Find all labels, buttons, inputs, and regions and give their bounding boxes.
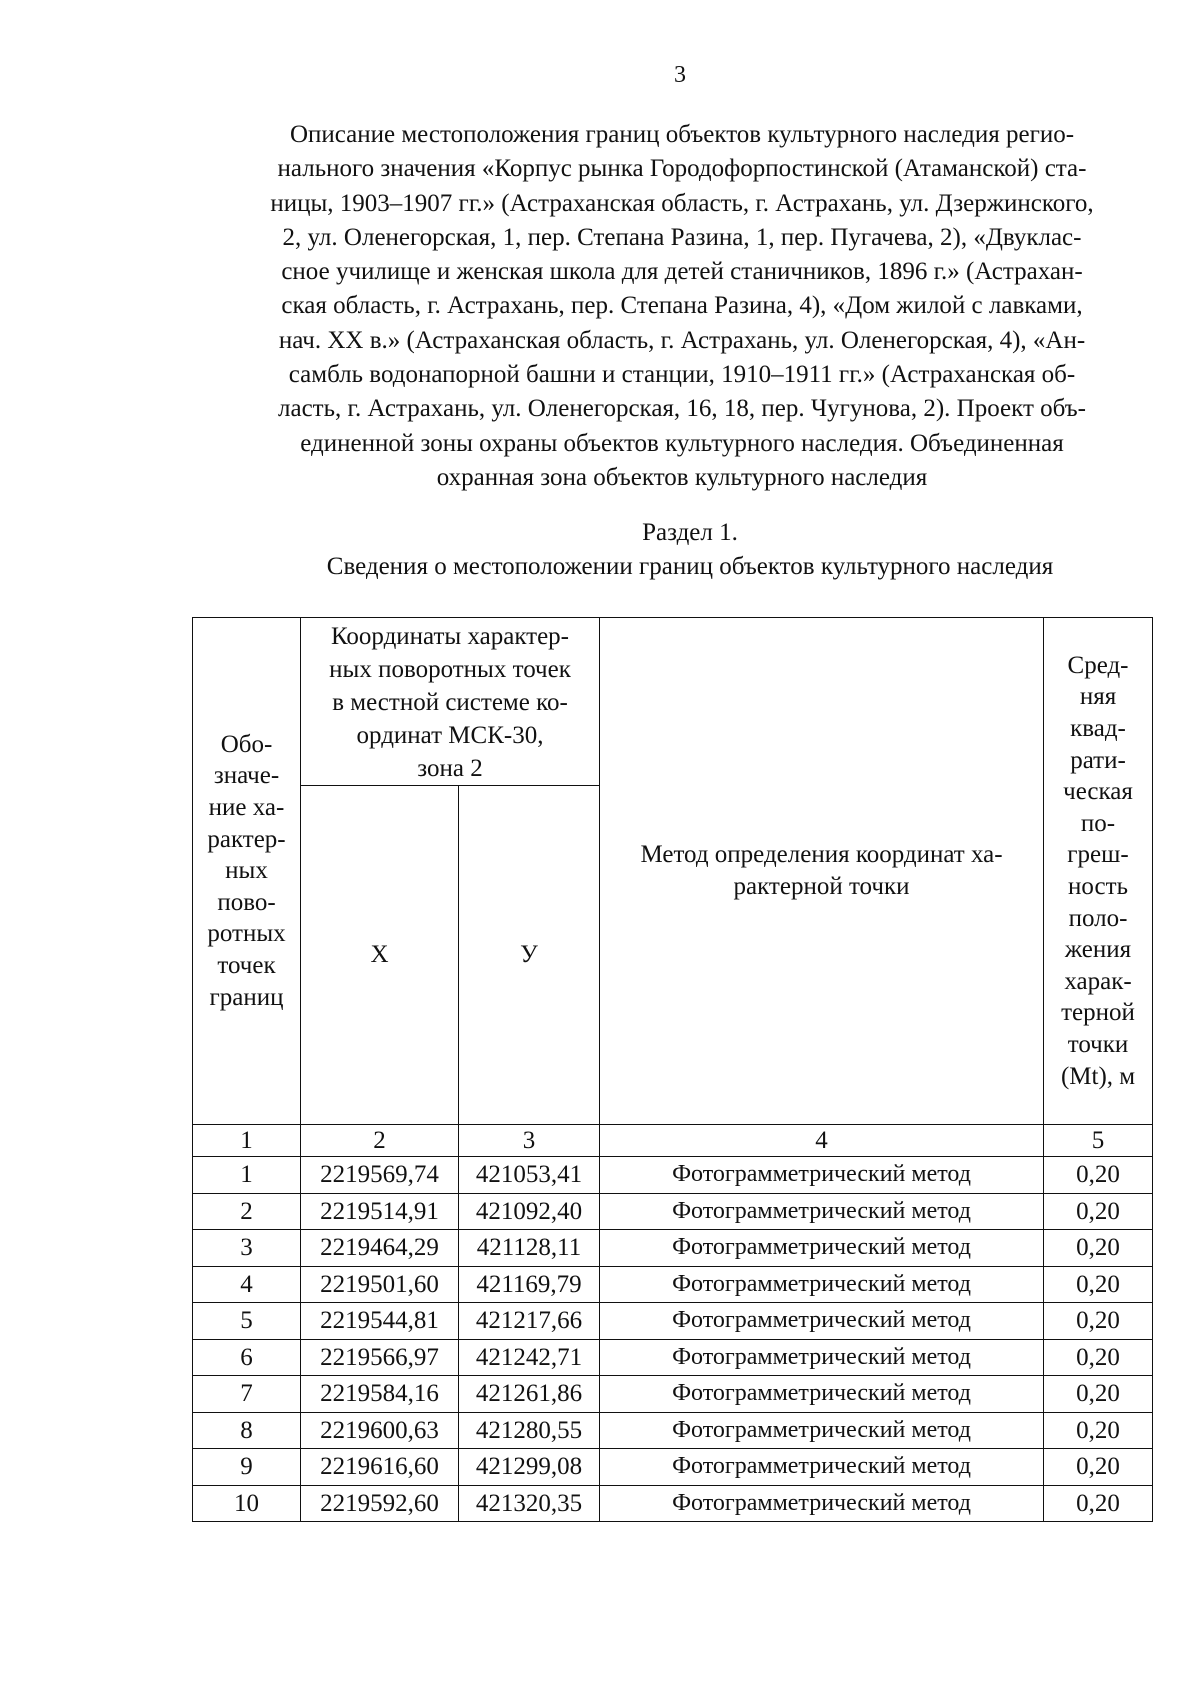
cell-point: 8 <box>193 1412 301 1449</box>
cell-x: 2219501,60 <box>301 1266 459 1303</box>
table-row <box>193 1157 1153 1194</box>
column-number: 5 <box>1044 1125 1153 1157</box>
cell-y: 421280,55 <box>459 1412 600 1449</box>
cell-y: 421169,79 <box>459 1266 600 1303</box>
cell-point: 3 <box>193 1230 301 1267</box>
cell-x: 2219566,97 <box>301 1339 459 1376</box>
cell-mt: 0,20 <box>1044 1157 1153 1194</box>
header-y: У <box>459 786 600 1125</box>
header-line: пово- <box>217 888 276 916</box>
column-number: 1 <box>193 1125 301 1157</box>
header-line: ных поворотных точек <box>329 656 571 683</box>
header-line: няя <box>1079 683 1117 711</box>
cell-point: 9 <box>193 1449 301 1486</box>
title-line: Описание местоположения границ объектов культурного наследия регио- <box>289 121 1075 148</box>
title-line: охранная зона объектов культурного наследия <box>436 463 928 491</box>
cell-x: 2219464,29 <box>301 1230 459 1267</box>
header-line: значе- <box>213 762 280 790</box>
header-line: по- <box>1080 809 1116 837</box>
cell-x: 2219616,60 <box>301 1449 459 1486</box>
header-coordinates <box>301 618 600 786</box>
header-x: Х <box>301 786 459 1125</box>
cell-method: Фотограмметрический метод <box>600 1376 1044 1413</box>
cell-method: Фотограмметрический метод <box>600 1193 1044 1230</box>
cell-point: 6 <box>193 1339 301 1376</box>
header-line: Координаты характер- <box>330 623 570 650</box>
cell-method: Фотограмметрический метод <box>600 1449 1044 1486</box>
cell-mt: 0,20 <box>1044 1449 1153 1486</box>
header-line: точек <box>217 951 276 979</box>
header-line: Обо- <box>220 730 273 758</box>
cell-y: 421128,11 <box>459 1230 600 1267</box>
header-line: Метод определения координат ха- <box>640 841 1003 869</box>
title-line: ницы, 1903–1907 гг.» (Астраханская область, г. Астрахань, ул. Дзержинского, <box>270 189 1094 217</box>
title-line: нач. XX в.» (Астраханская область, г. Астрахань, ул. Оленегорская, 4), «Ан- <box>278 326 1086 354</box>
header-line: рактерной точки <box>733 873 910 900</box>
page-number: 3 <box>674 62 686 88</box>
cell-x: 2219569,74 <box>301 1157 459 1194</box>
section-label: Раздел 1. <box>642 519 738 546</box>
cell-point: 1 <box>193 1157 301 1194</box>
document-title <box>222 118 1142 495</box>
cell-method: Фотограмметрический метод <box>600 1412 1044 1449</box>
column-number: 3 <box>459 1125 600 1157</box>
title-line: сное училище и женская школа для детей станичников, 1896 г.» (Астрахан- <box>281 258 1083 286</box>
table-row <box>193 1303 1153 1340</box>
column-number: 2 <box>301 1125 459 1157</box>
header-line: ординат МСК-30, <box>356 722 544 749</box>
cell-method: Фотограмметрический метод <box>600 1266 1044 1303</box>
coordinates-table <box>192 617 1153 1522</box>
table-row <box>193 1266 1153 1303</box>
header-line: греш- <box>1067 841 1129 869</box>
header-line: поло- <box>1068 904 1128 932</box>
header-line: ротных <box>207 920 286 948</box>
title-line: самбль водонапорной башни и станции, 1910–1911 гг.» (Астраханская об- <box>288 361 1076 389</box>
header-line: харак- <box>1064 967 1132 995</box>
cell-method: Фотограмметрический метод <box>600 1230 1044 1267</box>
cell-point: 2 <box>193 1193 301 1230</box>
table-row <box>193 1485 1153 1522</box>
cell-x: 2219544,81 <box>301 1303 459 1340</box>
table-row <box>193 1193 1153 1230</box>
header-point-designation <box>193 618 301 1125</box>
cell-mt: 0,20 <box>1044 1230 1153 1267</box>
cell-y: 421242,71 <box>459 1339 600 1376</box>
column-numbers-row <box>193 1125 1153 1157</box>
cell-mt: 0,20 <box>1044 1303 1153 1340</box>
cell-method: Фотограмметрический метод <box>600 1157 1044 1194</box>
header-line: жения <box>1064 936 1132 964</box>
table-row <box>193 1412 1153 1449</box>
cell-mt: 0,20 <box>1044 1339 1153 1376</box>
title-line: ласть, г. Астрахань, ул. Оленегорская, 16, 18, пер. Чугунова, 2). Проект объ- <box>278 395 1086 423</box>
table-row <box>193 1339 1153 1376</box>
table-row <box>193 1376 1153 1413</box>
cell-method: Фотограмметрический метод <box>600 1303 1044 1340</box>
section-subtitle: Сведения о местоположении границ объектов культурного наследия <box>326 553 1054 580</box>
cell-point: 10 <box>193 1485 301 1522</box>
cell-point: 7 <box>193 1376 301 1413</box>
header-line: терной <box>1061 999 1135 1027</box>
cell-x: 2219592,60 <box>301 1485 459 1522</box>
header-line: рати- <box>1070 746 1126 774</box>
table-row <box>193 1230 1153 1267</box>
header-line: ных <box>225 857 268 885</box>
cell-point: 4 <box>193 1266 301 1303</box>
header-line: ность <box>1068 873 1128 900</box>
title-line: ская область, г. Астрахань, пер. Степана Разина, 4), «Дом жилой с лавками, <box>281 292 1083 320</box>
header-line: в местной системе ко- <box>332 689 568 716</box>
cell-mt: 0,20 <box>1044 1376 1153 1413</box>
cell-x: 2219514,91 <box>301 1193 459 1230</box>
cell-x: 2219584,16 <box>301 1376 459 1413</box>
header-line: Сред- <box>1067 651 1129 679</box>
header-line: точки <box>1067 1030 1129 1058</box>
cell-y: 421299,08 <box>459 1449 600 1486</box>
table-body <box>193 1157 1153 1522</box>
cell-mt: 0,20 <box>1044 1485 1153 1522</box>
title-line: нального значения «Корпус рынка Городофорпостинской (Атаманской) ста- <box>277 155 1087 183</box>
cell-method: Фотограмметрический метод <box>600 1339 1044 1376</box>
cell-mt: 0,20 <box>1044 1193 1153 1230</box>
header-line: границ <box>209 983 284 1011</box>
header-line: ние ха- <box>208 794 285 822</box>
cell-y: 421092,40 <box>459 1193 600 1230</box>
table-row <box>193 1449 1153 1486</box>
cell-y: 421053,41 <box>459 1157 600 1194</box>
header-line: (Mt), м <box>1060 1062 1136 1090</box>
title-line: 2, ул. Оленегорская, 1, пер. Степана Разина, 1, пер. Пугачева, 2), «Двуклас- <box>282 223 1082 251</box>
column-number: 4 <box>600 1125 1044 1157</box>
cell-y: 421320,35 <box>459 1485 600 1522</box>
cell-y: 421217,66 <box>459 1303 600 1340</box>
cell-y: 421261,86 <box>459 1376 600 1413</box>
cell-point: 5 <box>193 1303 301 1340</box>
title-line: единенной зоны охраны объектов культурного наследия. Объединенная <box>300 429 1064 457</box>
cell-mt: 0,20 <box>1044 1266 1153 1303</box>
cell-x: 2219600,63 <box>301 1412 459 1449</box>
header-method <box>600 618 1044 1125</box>
header-line: ческая <box>1063 778 1133 806</box>
cell-method: Фотограмметрический метод <box>600 1485 1044 1522</box>
header-line: зона 2 <box>417 755 483 782</box>
header-line: квад- <box>1070 715 1126 743</box>
cell-mt: 0,20 <box>1044 1412 1153 1449</box>
section-heading <box>250 516 1130 584</box>
header-accuracy <box>1044 618 1153 1125</box>
header-line: рактер- <box>207 825 286 853</box>
